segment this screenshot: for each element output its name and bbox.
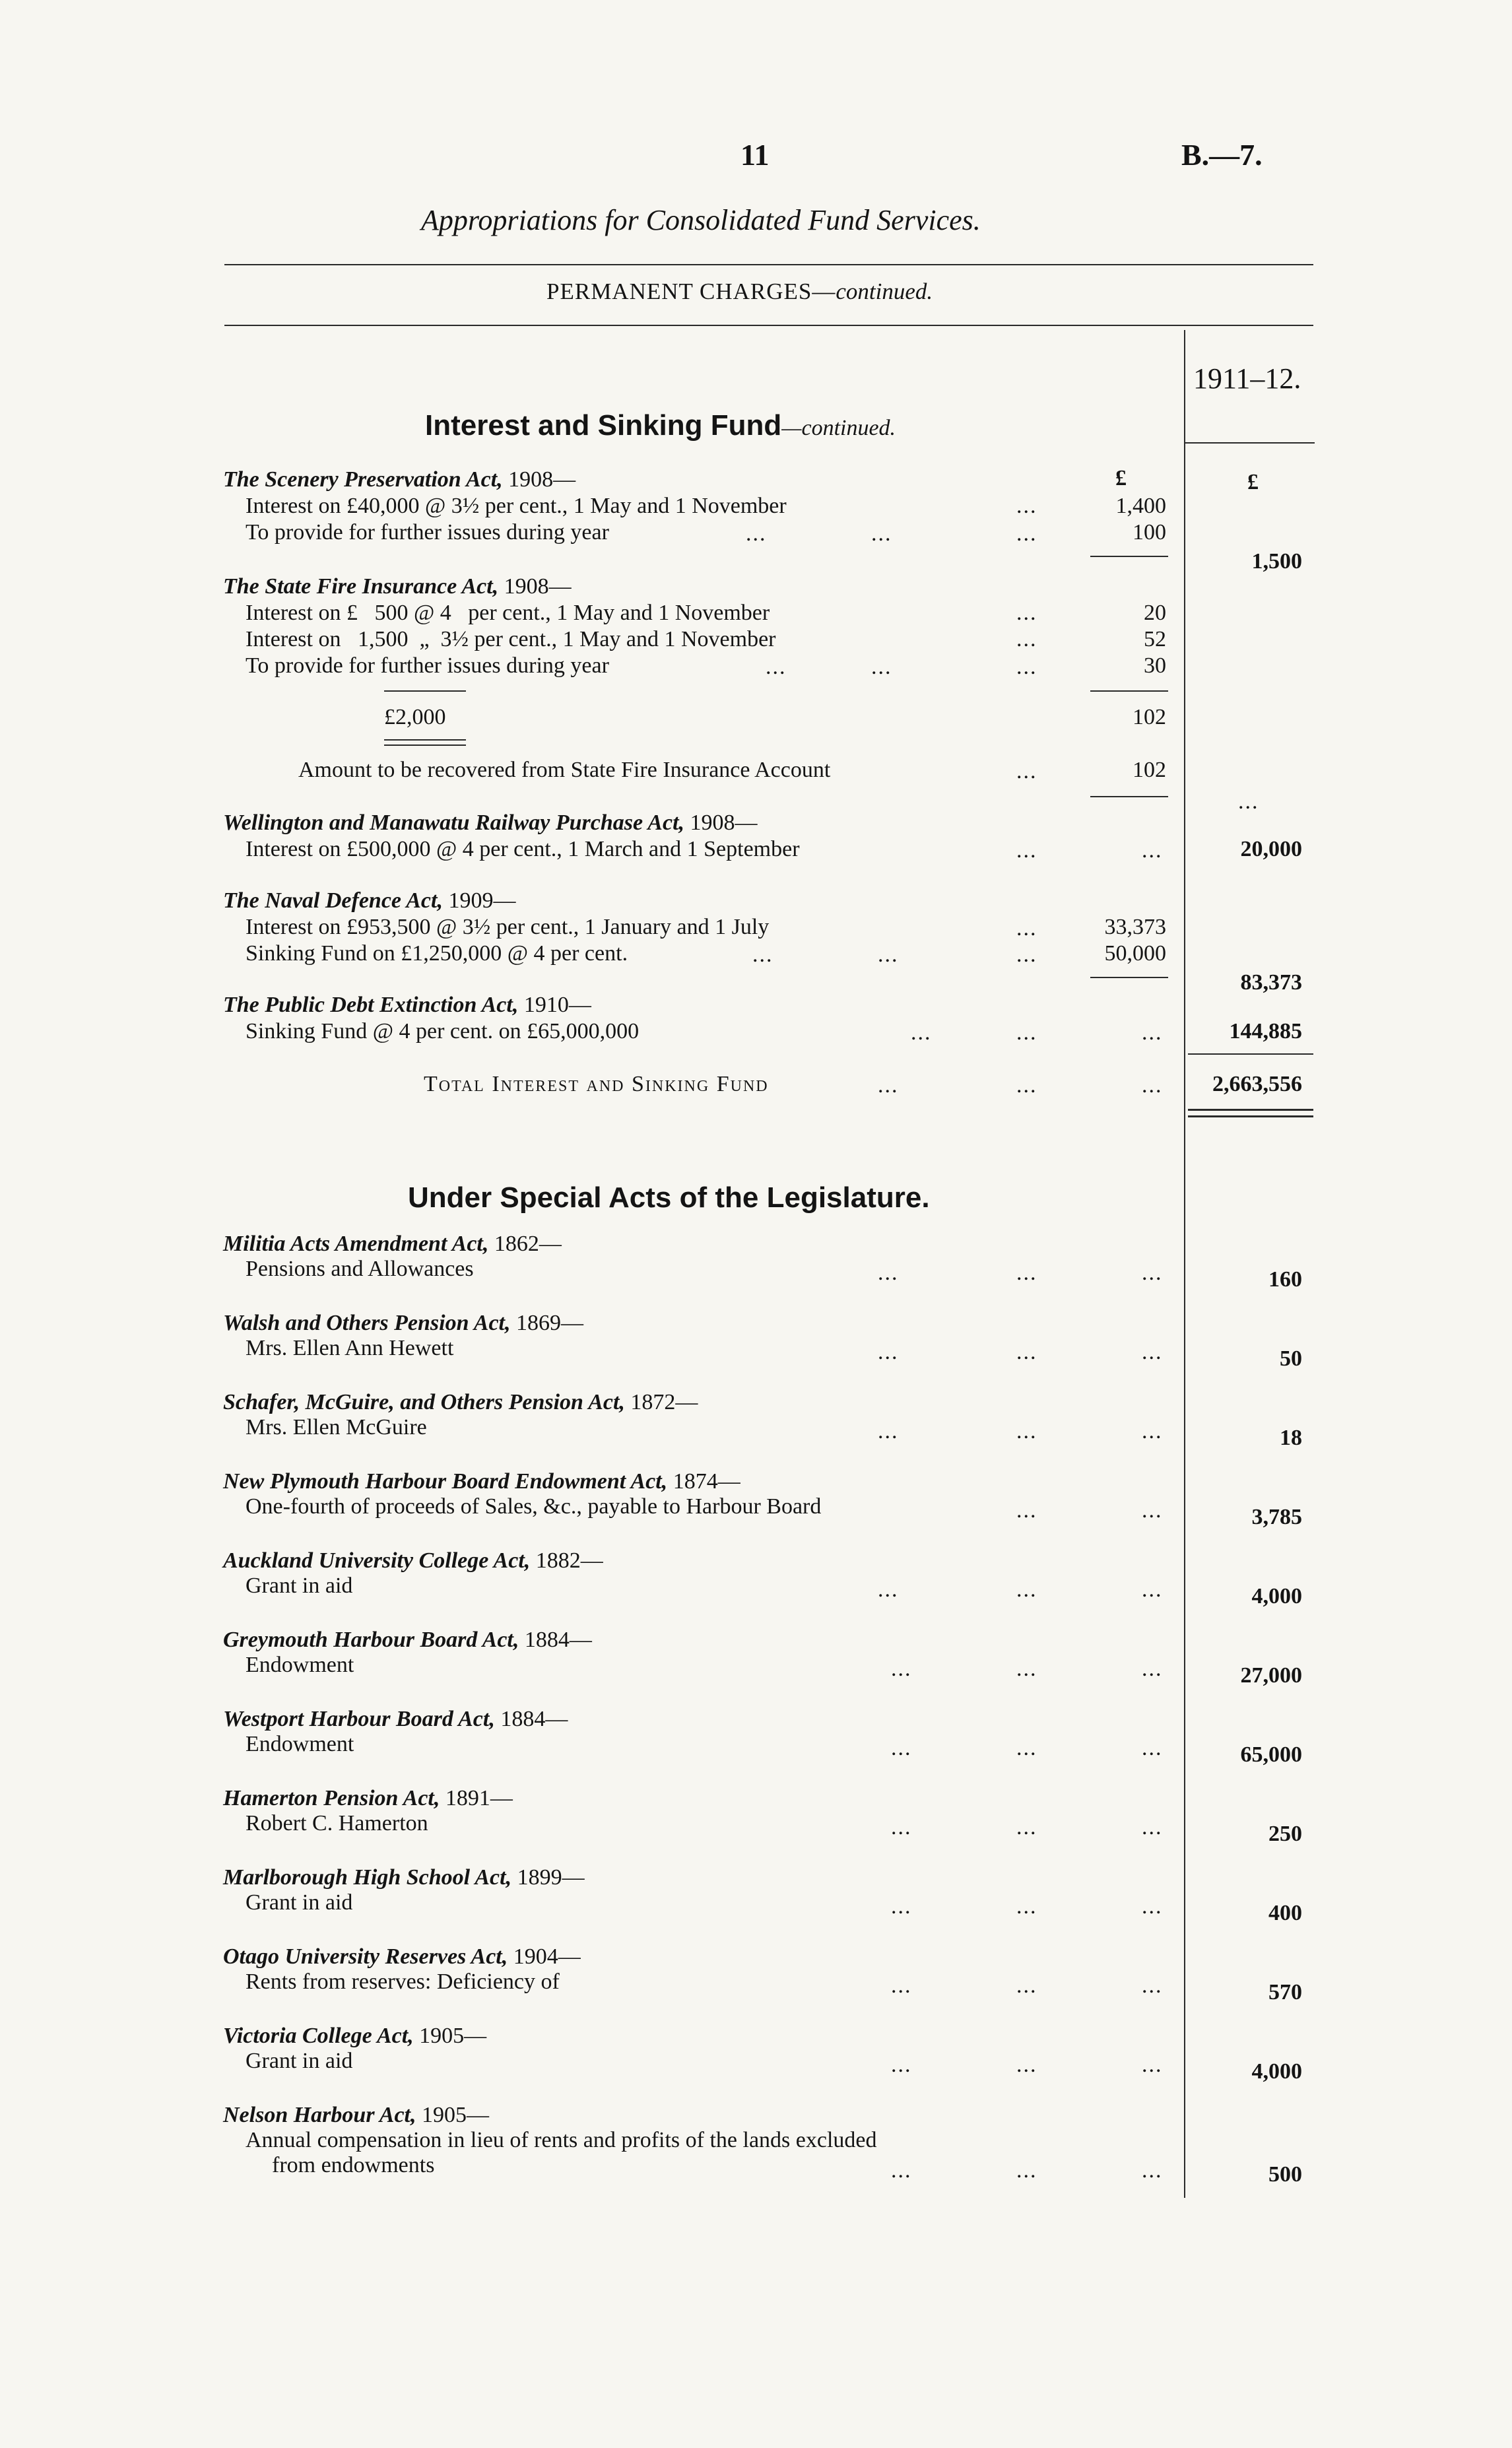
dots: ...: [891, 2053, 912, 2077]
dots: ...: [878, 1577, 899, 1602]
dots: ...: [1142, 838, 1163, 863]
dots: ...: [891, 1657, 912, 1681]
dots: ...: [1016, 2158, 1037, 2183]
wellington-total: 20,000: [1240, 837, 1302, 861]
dots: ...: [1016, 1073, 1037, 1098]
pound-symbol-total: £: [1247, 470, 1259, 494]
special-act-title: Greymouth Harbour Board Act, 1884—: [223, 1628, 592, 1652]
dots: ...: [1016, 1894, 1037, 1919]
special-act-desc: Endowment: [246, 1732, 354, 1756]
special-act-desc: Rents from reserves: Deficiency of: [246, 1969, 560, 1994]
fire-line3: To provide for further issues during year: [246, 653, 609, 678]
fire-line1-amount: 20: [1144, 601, 1166, 625]
dots: ...: [1016, 1261, 1037, 1285]
dots: ...: [1016, 1815, 1037, 1839]
fire-recovered-label: Amount to be recovered from State Fire Insurance Account: [298, 758, 831, 782]
pound-symbol-detail: £: [1115, 466, 1127, 490]
page-number: 11: [740, 138, 770, 172]
special-act-title: Westport Harbour Board Act, 1884—: [223, 1707, 568, 1731]
grand-total: 2,663,556: [1212, 1072, 1302, 1096]
wellington-act-title: Wellington and Manawatu Railway Purchase Act, 1908—: [223, 810, 758, 835]
dots: ...: [871, 521, 892, 546]
dots: ...: [1016, 1498, 1037, 1523]
dots: ...: [878, 943, 899, 967]
dots: ...: [1142, 1577, 1163, 1602]
fire-principal-double-rule-2: [384, 744, 466, 746]
naval-line2: Sinking Fund on £1,250,000 @ 4 per cent.: [246, 941, 628, 966]
dots: ...: [1016, 1736, 1037, 1760]
special-act-title: Walsh and Others Pension Act, 1869—: [223, 1311, 583, 1335]
dots: ...: [1142, 1736, 1163, 1760]
year-header-rule: [1185, 442, 1315, 444]
dots: ...: [1142, 1657, 1163, 1681]
grand-total-label: Total Interest and Sinking Fund: [424, 1072, 769, 1096]
special-act-desc: Grant in aid: [246, 1890, 353, 1915]
special-act-title: Auckland University College Act, 1882—: [223, 1548, 603, 1573]
special-act-desc-continued: from endowments: [272, 2153, 435, 2177]
debt-total-rule: [1188, 1053, 1313, 1055]
dots: ...: [1016, 601, 1037, 625]
special-act-amount: 3,785: [1251, 1505, 1302, 1529]
page-subtitle: PERMANENT CHARGES—continued.: [546, 279, 933, 304]
dots: ...: [878, 1340, 899, 1364]
page-title: Appropriations for Consolidated Fund Services.: [421, 204, 981, 236]
special-act-desc: Robert C. Hamerton: [246, 1811, 428, 1836]
dots: ...: [1016, 1657, 1037, 1681]
fire-principal-total: £2,000: [384, 705, 446, 729]
special-act-desc: Grant in aid: [246, 1573, 353, 1598]
header-rule: [224, 264, 1313, 265]
special-act-desc: Annual compensation in lieu of rents and profits of the lands excluded: [246, 2128, 877, 2152]
special-act-title: Otago University Reserves Act, 1904—: [223, 1944, 581, 1969]
naval-act-title: The Naval Defence Act, 1909—: [223, 888, 516, 913]
scenery-total: 1,500: [1251, 549, 1302, 574]
fire-subtotal: 102: [1133, 705, 1166, 729]
fire-line1: Interest on £ 500 @ 4 per cent., 1 May and 1 November: [246, 601, 770, 625]
dots: ...: [1142, 1815, 1163, 1839]
special-act-desc: Mrs. Ellen Ann Hewett: [246, 1336, 454, 1360]
dots: ...: [752, 943, 773, 967]
special-act-desc: Pensions and Allowances: [246, 1257, 474, 1281]
fire-recovered-rule: [1090, 796, 1168, 797]
dots: ...: [1016, 1020, 1037, 1045]
dots: ...: [1016, 2053, 1037, 2077]
special-act-amount: 27,000: [1240, 1663, 1302, 1688]
dots: ...: [878, 1073, 899, 1098]
special-act-desc: Grant in aid: [246, 2049, 353, 2073]
debt-total: 144,885: [1229, 1019, 1302, 1043]
special-act-desc: Mrs. Ellen McGuire: [246, 1415, 427, 1439]
special-act-amount: 50: [1280, 1346, 1302, 1371]
wellington-line1: Interest on £500,000 @ 4 per cent., 1 March and 1 September: [246, 837, 800, 861]
grand-total-double-rule-1: [1188, 1109, 1313, 1111]
special-act-amount: 65,000: [1240, 1742, 1302, 1767]
special-act-desc: Endowment: [246, 1653, 354, 1677]
dots: ...: [1142, 2158, 1163, 2183]
dots: ...: [891, 1736, 912, 1760]
dots: ...: [1142, 1073, 1163, 1098]
dots: ...: [1016, 916, 1037, 941]
dots: ...: [1016, 494, 1037, 518]
dots: ...: [1016, 1973, 1037, 1998]
dots: ...: [911, 1020, 932, 1045]
special-act-amount: 500: [1268, 2162, 1302, 2187]
dots: ...: [1016, 1577, 1037, 1602]
dots: ...: [891, 2158, 912, 2183]
fire-line2: Interest on 1,500 „ 3½ per cent., 1 May and 1 November: [246, 627, 776, 651]
interest-heading: Interest and Sinking Fund—continued.: [425, 409, 896, 442]
scenery-line1: Interest on £40,000 @ 3½ per cent., 1 May and 1 November: [246, 494, 787, 518]
fire-act-title: The State Fire Insurance Act, 1908—: [223, 574, 572, 599]
naval-total: 83,373: [1240, 970, 1302, 995]
fire-principal-rule: [384, 690, 466, 692]
dots: ...: [1016, 627, 1037, 651]
dots: ...: [891, 1815, 912, 1839]
fire-recovered-amount: 102: [1133, 758, 1166, 782]
dots: ...: [1142, 1419, 1163, 1443]
dots: ...: [766, 655, 787, 679]
dots: ...: [1016, 521, 1037, 546]
fire-line2-amount: 52: [1144, 627, 1166, 651]
special-act-amount: 4,000: [1251, 2059, 1302, 2084]
dots: ...: [1142, 1020, 1163, 1045]
dots: ...: [1016, 759, 1037, 783]
scenery-subtotal-rule: [1090, 556, 1168, 557]
dots: ...: [1238, 789, 1259, 814]
debt-act-title: The Public Debt Extinction Act, 1910—: [223, 993, 591, 1017]
column-rule: [1184, 330, 1185, 2198]
dots: ...: [1142, 1498, 1163, 1523]
dots: ...: [891, 1894, 912, 1919]
naval-line1-amount: 33,373: [1104, 915, 1166, 939]
special-act-amount: 160: [1268, 1267, 1302, 1292]
dots: ...: [1016, 1419, 1037, 1443]
special-act-amount: 18: [1280, 1426, 1302, 1450]
scenery-line2: To provide for further issues during year: [246, 520, 609, 545]
special-act-amount: 250: [1268, 1822, 1302, 1846]
dots: ...: [1142, 1894, 1163, 1919]
dots: ...: [746, 521, 767, 546]
dots: ...: [1016, 838, 1037, 863]
scenery-line2-amount: 100: [1133, 520, 1166, 545]
naval-subtotal-rule: [1090, 977, 1168, 978]
special-act-title: Victoria College Act, 1905—: [223, 2024, 487, 2048]
fire-subtotal-rule: [1090, 690, 1168, 692]
naval-line2-amount: 50,000: [1104, 941, 1166, 966]
dots: ...: [1016, 655, 1037, 679]
subtitle-rule: [224, 325, 1313, 326]
special-act-title: Hamerton Pension Act, 1891—: [223, 1786, 513, 1810]
special-act-title: Schafer, McGuire, and Others Pension Act, 1872—: [223, 1390, 698, 1414]
fire-line3-amount: 30: [1144, 653, 1166, 678]
scenery-line1-amount: 1,400: [1115, 494, 1166, 518]
document-code: B.—7.: [1181, 138, 1263, 172]
special-act-title: Militia Acts Amendment Act, 1862—: [223, 1232, 562, 1256]
dots: ...: [878, 1419, 899, 1443]
dots: ...: [871, 655, 892, 679]
grand-total-double-rule-2: [1188, 1115, 1313, 1117]
special-act-amount: 4,000: [1251, 1584, 1302, 1608]
scenery-act-title: The Scenery Preservation Act, 1908—: [223, 467, 576, 492]
special-act-title: Marlborough High School Act, 1899—: [223, 1865, 585, 1890]
special-act-amount: 570: [1268, 1980, 1302, 2004]
special-act-amount: 400: [1268, 1901, 1302, 1925]
dots: ...: [1016, 943, 1037, 967]
naval-line1: Interest on £953,500 @ 3½ per cent., 1 January and 1 July: [246, 915, 770, 939]
dots: ...: [1142, 2053, 1163, 2077]
dots: ...: [1142, 1261, 1163, 1285]
dots: ...: [1016, 1340, 1037, 1364]
dots: ...: [891, 1973, 912, 1998]
dots: ...: [878, 1261, 899, 1285]
dots: ...: [1142, 1340, 1163, 1364]
dots: ...: [1142, 1973, 1163, 1998]
special-act-title: New Plymouth Harbour Board Endowment Act, 1874—: [223, 1469, 740, 1494]
special-acts-heading: Under Special Acts of the Legislature.: [408, 1181, 930, 1214]
special-act-desc: One-fourth of proceeds of Sales, &c., payable to Harbour Board: [246, 1494, 822, 1519]
fire-principal-double-rule-1: [384, 739, 466, 741]
year-header: 1911–12.: [1193, 362, 1301, 395]
debt-line1: Sinking Fund @ 4 per cent. on £65,000,000: [246, 1019, 640, 1043]
special-act-title: Nelson Harbour Act, 1905—: [223, 2103, 490, 2127]
